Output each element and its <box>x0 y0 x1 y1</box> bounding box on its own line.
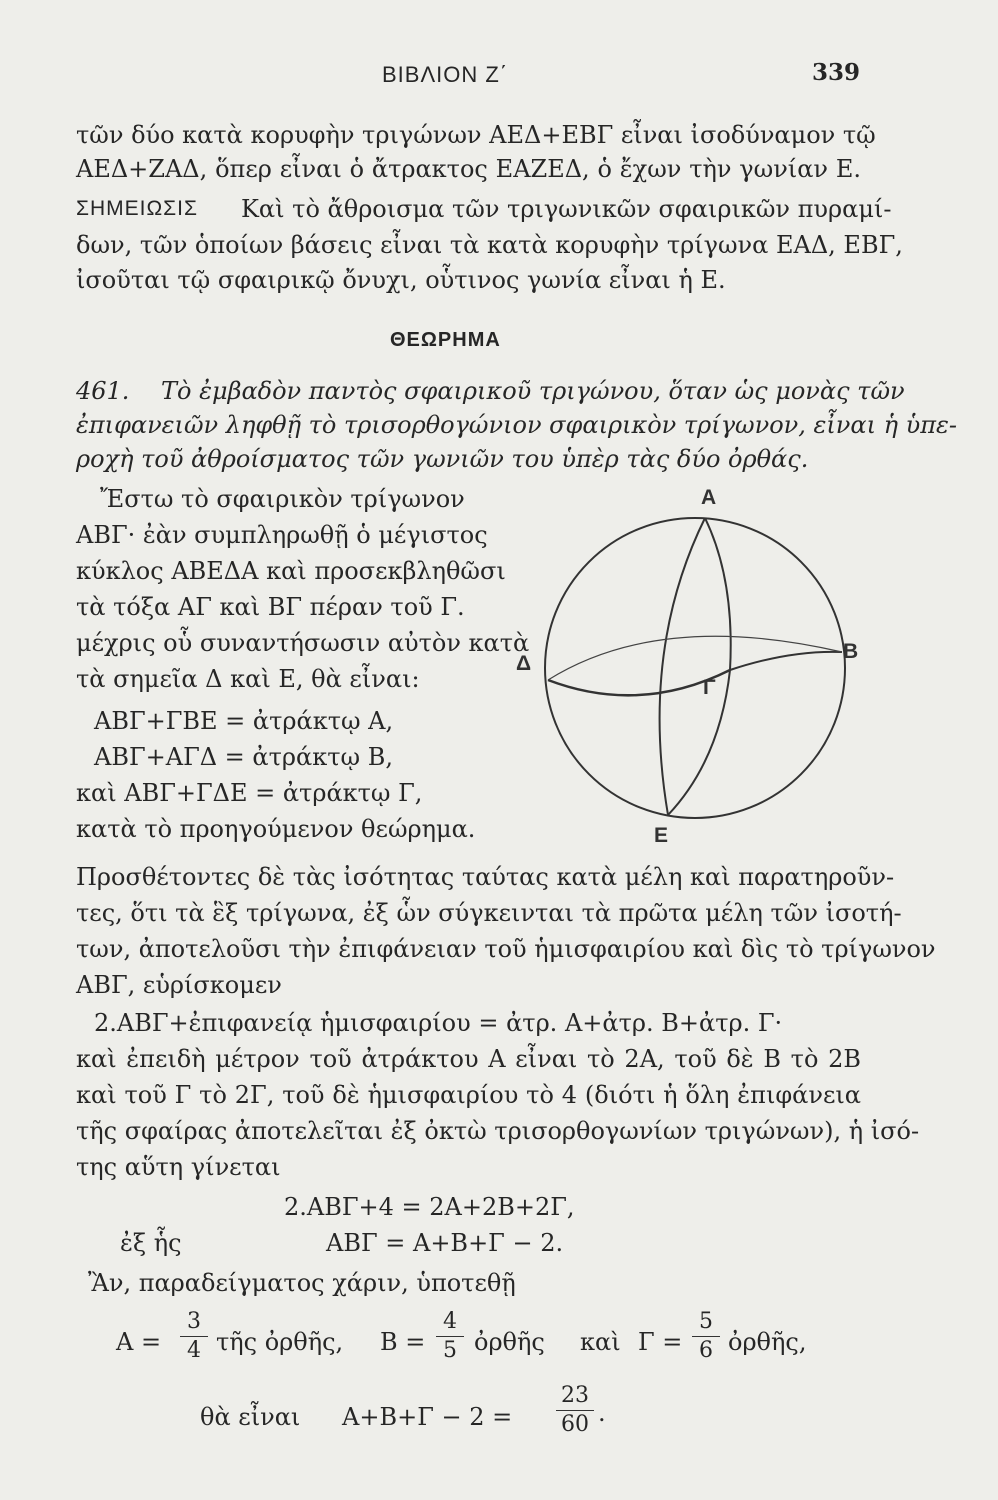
arc-a-e <box>660 518 705 815</box>
result-prefix: θὰ εἶναι <box>200 1403 301 1431</box>
body-line-3: των, ἀποτελοῦσι τὴν ἐπιφάνειαν τοῦ ἡμισφαιρίου καὶ δὶς τὸ τρίγωνον <box>76 935 936 963</box>
theorem-line-1 <box>76 376 905 406</box>
proof-line-2: ΑΒΓ· ἐὰν συμπληρωθῇ ὁ μέγιστος <box>76 521 488 549</box>
fraction-b-den: 5 <box>443 1338 457 1363</box>
fraction-b <box>436 1310 464 1363</box>
fraction-c-num: 5 <box>699 1309 713 1334</box>
fraction-a <box>180 1310 208 1363</box>
body-line-9: της αὕτη γίνεται <box>76 1153 281 1181</box>
diagram-label-e: Ε <box>654 824 669 847</box>
result-den: 60 <box>561 1412 589 1437</box>
proof-line-3: κύκλος ΑΒΕΔΑ καὶ προσεκβληθῶσι <box>76 557 506 585</box>
note-line-1 <box>76 194 892 224</box>
fraction-c <box>692 1310 720 1363</box>
arc-gamma-b <box>730 652 842 670</box>
fraction-a-num: 3 <box>187 1309 201 1334</box>
example-intro: Ἂν, παραδείγματος χάριν, ὑποτεθῇ <box>88 1269 516 1297</box>
proof-eq-1: ΑΒΓ+ΓΒΕ = ἀτράκτῳ Α, <box>94 707 394 735</box>
proof-eq-2: ΑΒΓ+ΑΓΔ = ἀτράκτῳ Β, <box>94 743 393 771</box>
equation-2: ΑΒΓ = Α+Β+Γ − 2. <box>326 1229 564 1257</box>
proof-line-4: τὰ τόξα ΑΓ καὶ ΒΓ πέραν τοῦ Γ. <box>76 593 465 621</box>
example-b-text: ὀρθῆς <box>474 1328 545 1356</box>
theorem-line-2: ἐπιφανειῶν ληφθῇ τὸ τρισορθογώνιον σφαιρικὸν τρίγωνον, εἶναι ἡ ὑπε- <box>76 411 957 439</box>
note-line-2: δων, τῶν ὁποίων βάσεις εἶναι τὰ κατὰ κορυφὴν τρίγωνα ΕΑΔ, ΕΒΓ, <box>76 231 903 259</box>
example-c-label: Γ = <box>638 1328 683 1356</box>
theorem-line-3: ροχὴ τοῦ ἀθροίσματος τῶν γωνιῶν του ὑπὲρ τὰς δύο ὀρθάς. <box>76 445 809 473</box>
page-header <box>0 56 998 96</box>
equation-2-prefix: ἐξ ἧς <box>120 1229 182 1257</box>
example-kai: καὶ <box>580 1328 621 1356</box>
diagram-label-a: Α <box>701 486 717 509</box>
diagram-label-gamma: Γ <box>703 676 716 699</box>
arc-a-gamma <box>705 518 731 670</box>
body-line-4: ΑΒΓ, εὑρίσκομεν <box>76 971 282 999</box>
fraction-b-num: 4 <box>443 1309 457 1334</box>
proof-line-1: Ἔστω τὸ σφαιρικὸν τρίγωνον <box>100 485 465 513</box>
body-line-5: 2.ΑΒΓ+ἐπιφανείᾳ ἡμισφαιρίου = ἀτρ. Α+ἀτρ. Β+ἀτρ. Γ· <box>94 1009 783 1037</box>
proof-line-6: τὰ σημεῖα Δ καὶ Ε, θὰ εἶναι: <box>76 665 420 693</box>
page-number: 339 <box>812 59 861 86</box>
proof-line-5: μέχρις οὗ συναντήσωσιν αὐτὸν κατὰ <box>76 629 530 657</box>
proof-line-10: κατὰ τὸ προηγούμενον θεώρημα. <box>76 815 476 843</box>
theorem-number: 461. <box>76 377 130 405</box>
body-line-7: καὶ τοῦ Γ τὸ 2Γ, τοῦ δὲ ἡμισφαιρίου τὸ 4 (διότι ἡ ὅλη ἐπιφάνεια <box>76 1081 861 1109</box>
body-line-8: τῆς σφαίρας ἀποτελεῖται ἐξ ὀκτὼ τρισορθογωνίων τριγώνων), ἡ ἰσό- <box>76 1117 920 1145</box>
result-fraction <box>556 1384 594 1437</box>
fraction-a-den: 4 <box>187 1338 201 1363</box>
body-line-2: τες, ὅτι τὰ ἓξ τρίγωνα, ἐξ ὧν σύγκεινται τὰ πρῶτα μέλη τῶν ἰσοτή- <box>76 899 902 927</box>
proof-eq-3: καὶ ΑΒΓ+ΓΔΕ = ἀτράκτῳ Γ, <box>76 779 423 807</box>
spherical-triangle-diagram <box>520 500 860 845</box>
running-title: ΒΙΒΛΙΟΝ Ζ΄ <box>382 62 509 87</box>
result-expression: Α+Β+Γ − 2 = <box>342 1403 513 1431</box>
diagram-label-b: Β <box>843 640 859 663</box>
equation-1: 2.ΑΒΓ+4 = 2Α+2Β+2Γ, <box>284 1193 575 1221</box>
result-num: 23 <box>561 1383 589 1408</box>
note-line-3: ἰσοῦται τῷ σφαιρικῷ ὄνυχι, οὗτινος γωνία εἶναι ἡ Ε. <box>76 266 726 294</box>
great-circle <box>545 518 845 818</box>
fraction-c-den: 6 <box>699 1338 713 1363</box>
arc-gamma-e <box>668 670 730 815</box>
result-end: . <box>598 1399 606 1427</box>
theorem-heading: ΘΕΩΡΗΜΑ <box>390 329 501 351</box>
note-text: Καὶ τὸ ἄθροισμα τῶν τριγωνικῶν σφαιρικῶν πυραμί- <box>241 195 892 223</box>
intro-line-1: τῶν δύο κατὰ κορυφὴν τριγώνων ΑΕΔ+ΕΒΓ εἶναι ἰσοδύναμον τῷ <box>76 121 876 149</box>
example-a-label: Α = <box>116 1328 162 1356</box>
example-b-label: Β = <box>380 1328 426 1356</box>
diagram-label-delta: Δ <box>516 652 532 675</box>
intro-line-2: ΑΕΔ+ΖΑΔ, ὅπερ εἶναι ὁ ἄτρακτος ΕΑΖΕΔ, ὁ ἔχων τὴν γωνίαν Ε. <box>76 155 861 183</box>
note-heading: ΣΗΜΕΙΩΣΙΣ <box>76 197 198 220</box>
example-a-text: τῆς ὀρθῆς, <box>216 1328 344 1356</box>
body-line-6: καὶ ἐπειδὴ μέτρον τοῦ ἀτράκτου Α εἶναι τὸ 2Α, τοῦ δὲ Β τὸ 2Β <box>76 1045 861 1073</box>
arc-delta-b <box>548 636 842 680</box>
example-c-text: ὀρθῆς, <box>728 1328 807 1356</box>
body-line-1: Προσθέτοντες δὲ τὰς ἰσότητας ταύτας κατὰ μέλη καὶ παρατηροῦν- <box>76 863 895 891</box>
theorem-text-1: Τὸ ἐμβαδὸν παντὸς σφαιρικοῦ τριγώνου, ὅταν ὡς μονὰς τῶν <box>161 377 905 405</box>
